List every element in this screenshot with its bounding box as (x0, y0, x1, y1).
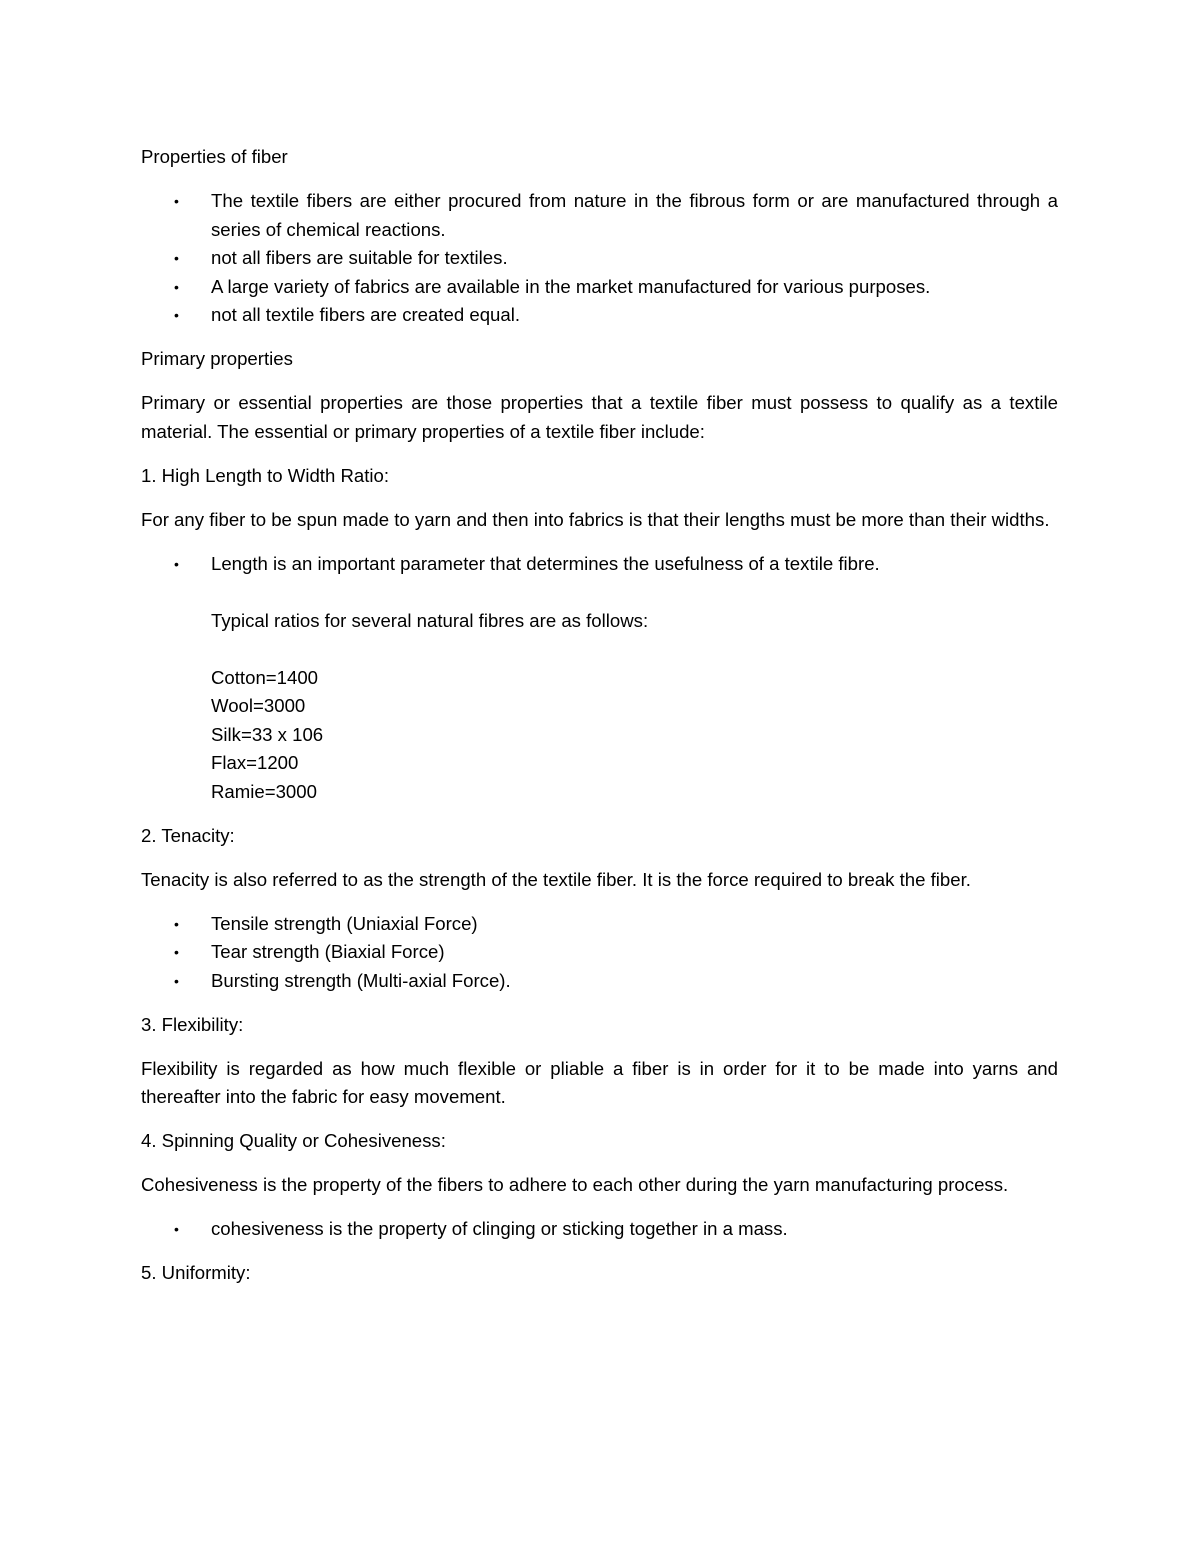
primary-properties-paragraph: Primary or essential properties are those properties that a textile fiber must possess to qualify as a textile material. The essential or primary properties of a textile fiber include: (141, 392, 1058, 442)
spacer (211, 578, 1058, 607)
document-body (141, 143, 1058, 1303)
bullet-icon: • (174, 915, 179, 932)
bullet-icon: • (174, 1221, 179, 1237)
list-item-text: cohesiveness is the property of clinging or sticking together in a mass. (211, 1218, 788, 1239)
cohesiveness-bullet-list (141, 1215, 1058, 1244)
cohesiveness-paragraph: Cohesiveness is the property of the fibers to adhere to each other during the yarn manufacturing process. (141, 1174, 1009, 1195)
fibre-ratios-block (141, 578, 1058, 806)
list-item-text: Tensile strength (Uniaxial Force) (211, 912, 478, 934)
ratio-flax: Flax=1200 (211, 752, 299, 773)
list-item-text: Length is an important parameter that determines the usefulness of a textile fibre. (211, 552, 880, 574)
section-heading-flexibility: 3. Flexibility: (141, 1013, 244, 1035)
list-item-text: Bursting strength (Multi-axial Force). (211, 969, 511, 991)
list-item (141, 967, 1058, 996)
list-item-text: Tear strength (Biaxial Force) (211, 941, 445, 962)
flexibility-paragraph: Flexibility is regarded as how much flexible or pliable a fiber is in order for it to be made into yarns and thereafter into the fabric for easy movement. (141, 1057, 1058, 1107)
document-title: Properties of fiber (141, 146, 288, 167)
length-ratio-paragraph: For any fiber to be spun made to yarn and then into fabrics is that their lengths must be more than their widths. (141, 508, 1050, 530)
primary-properties-heading: Primary properties (141, 348, 293, 369)
list-item-text: not all fibers are suitable for textiles. (211, 247, 508, 268)
intro-bullet-list (141, 187, 1058, 330)
bullet-icon: • (174, 555, 179, 572)
list-item (141, 244, 1058, 273)
section-heading-tenacity: 2. Tenacity: (141, 824, 235, 846)
tenacity-paragraph: Tenacity is also referred to as the strength of the textile fiber. It is the force required to break the fiber. (141, 868, 971, 890)
list-item-text: The textile fibers are either procured from nature in the fibrous form or are manufactured through a series of chemical reactions. (211, 190, 1058, 240)
list-item (141, 938, 1058, 967)
list-item (141, 301, 1058, 330)
bullet-icon: • (174, 944, 179, 960)
bullet-icon: • (174, 972, 179, 989)
section-heading-length-ratio: 1. High Length to Width Ratio: (141, 464, 390, 486)
bullet-icon: • (174, 307, 179, 323)
ratio-ramie: Ramie=3000 (211, 780, 317, 802)
list-item (141, 550, 1058, 579)
section-heading-uniformity: 5. Uniformity: (141, 1262, 251, 1283)
ratio-wool: Wool=3000 (211, 695, 306, 716)
list-item (141, 910, 1058, 939)
list-item (141, 273, 1058, 302)
list-item-text: A large variety of fabrics are available in the market manufactured for various purposes. (211, 275, 931, 297)
list-item (141, 1215, 1058, 1244)
list-item-text: not all textile fibers are created equal. (211, 304, 521, 325)
ratio-silk: Silk=33 x 106 (211, 723, 324, 745)
ratio-cotton: Cotton=1400 (211, 666, 319, 688)
bullet-icon: • (174, 278, 179, 295)
tenacity-bullet-list (141, 910, 1058, 996)
spacer (211, 635, 1058, 664)
length-ratio-bullet-list (141, 550, 1058, 579)
ratios-intro: Typical ratios for several natural fibres are as follows: (211, 609, 649, 631)
bullet-icon: • (174, 193, 179, 209)
list-item (141, 187, 1058, 244)
section-heading-cohesiveness: 4. Spinning Quality or Cohesiveness: (141, 1130, 446, 1151)
bullet-icon: • (174, 250, 179, 266)
